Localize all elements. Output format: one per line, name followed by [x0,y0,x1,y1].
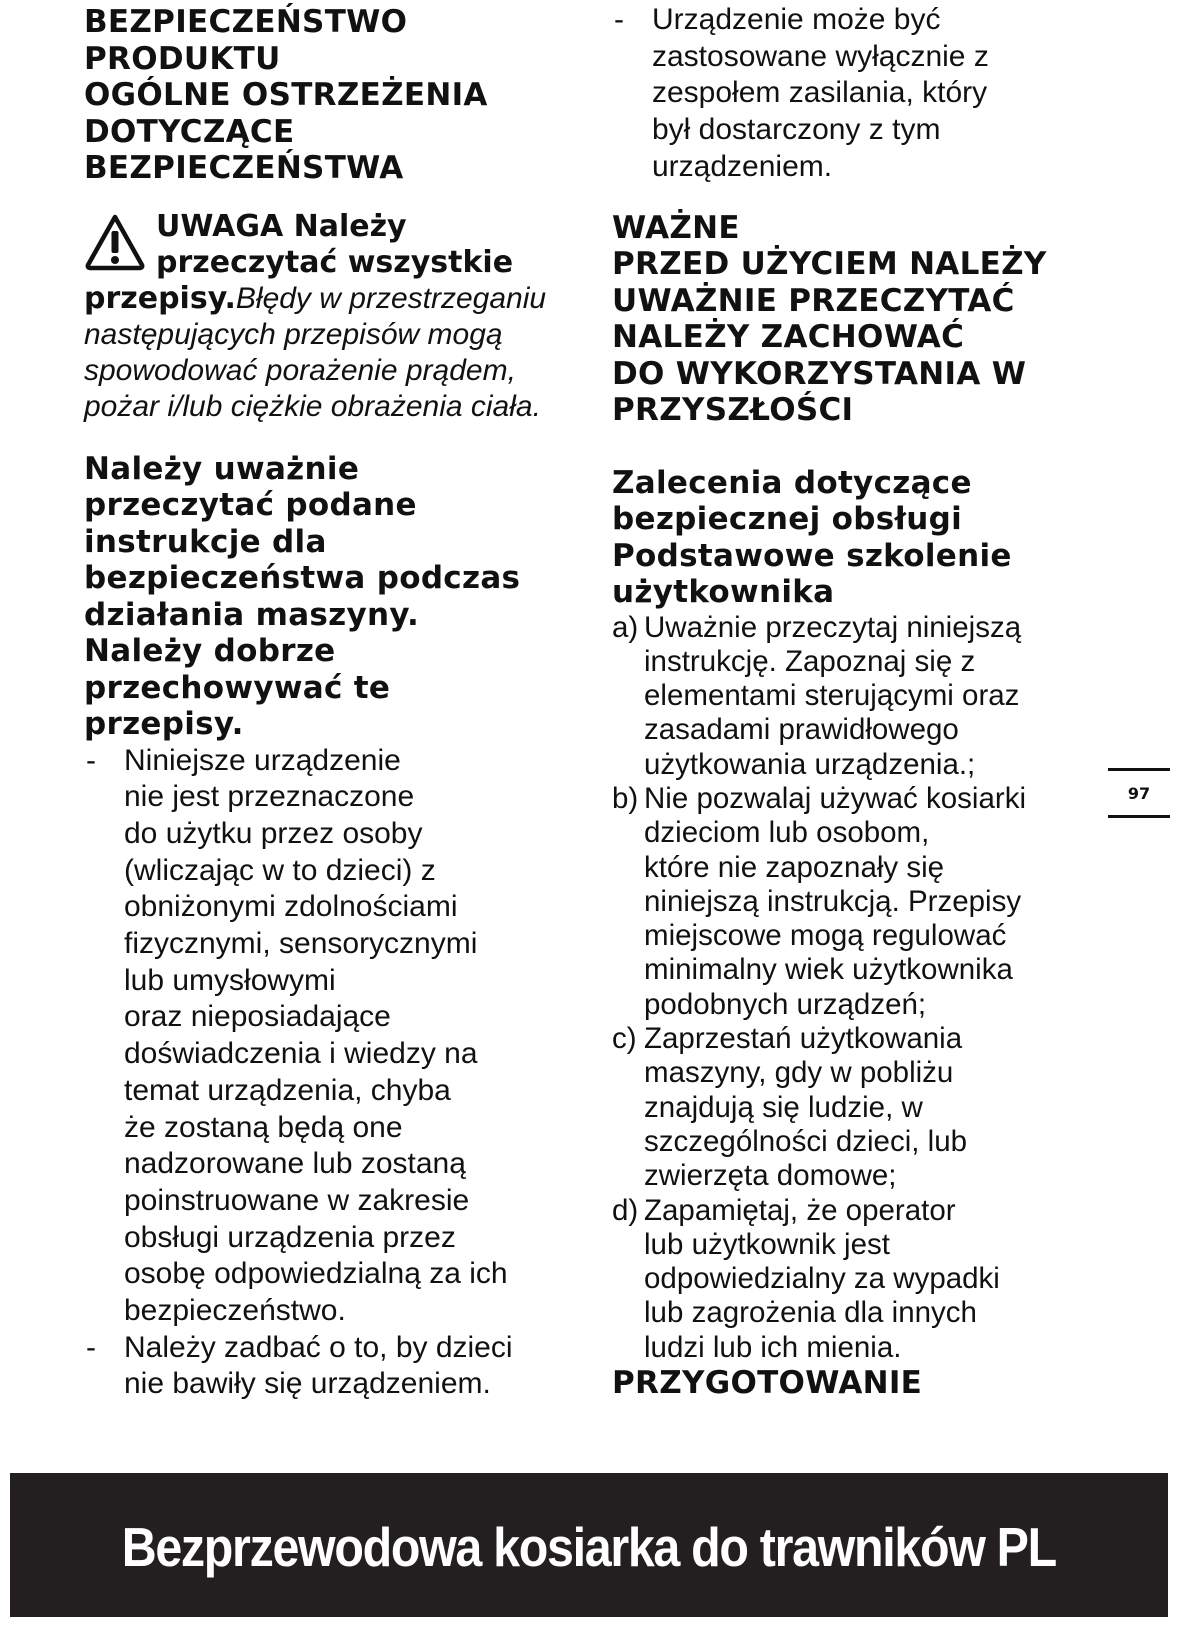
item-marker: d) [612,1193,639,1227]
line: maszyny, gdy w pobliżu [644,1056,954,1090]
line: elementami sterującymi oraz [644,679,1020,713]
line: - Niniejsze urządzenie [124,743,401,777]
line: podobnych urządzeń; [644,987,927,1021]
line: że zostaną będą one [124,1110,403,1144]
line: instrukcję. Zapoznaj się z [644,644,976,678]
heading-line: BEZPIECZEŃSTWO [84,4,408,40]
line: nie jest przeznaczone [124,780,415,814]
line: Uważnie przeczytaj niniejszą [644,610,1022,644]
line: poinstruowane w zakresie [124,1183,470,1217]
line: - Urządzenie może być [652,3,941,36]
list-item [84,1330,574,1403]
right-dash-list [612,2,1112,186]
line: nie bawiły się urządzeniem. [124,1367,491,1401]
item-marker: a) [612,610,639,644]
line: oraz nieposiadające [124,1000,391,1034]
line: zespołem zasilania, który [652,76,988,110]
line: obsługi urządzenia przez [124,1220,456,1254]
heading-line: BEZPIECZEŃSTWA [84,150,404,186]
instructions-list [612,611,1112,1366]
line: bezpieczeństwo. [124,1294,346,1328]
line: szczególności dzieci, lub [644,1124,968,1158]
list-item [612,1194,1112,1365]
important-heading [612,210,1112,429]
line: znajdują się ludzie, w [644,1090,923,1124]
intro-line: bezpieczeństwa podczas [84,560,521,596]
line: (wliczając w to dzieci) z [124,853,436,887]
heading-line: użytkownika [612,574,835,611]
heading-line: PRZYSZŁOŚCI [612,392,854,429]
line: odpowiedzialny za wypadki [644,1262,1000,1296]
line: był dostarczony z tym [652,113,941,147]
list-item [84,743,574,1330]
warning-block [84,209,574,425]
heading-line: bezpiecznej obsługi [612,501,963,538]
line: obniżonymi zdolnościami [124,890,458,924]
list-item [612,1022,1112,1193]
intro-line: instrukcje dla [84,523,327,560]
list-item [612,2,1112,186]
item-marker: c) [612,1022,637,1056]
heading-line: NALEŻY ZACHOWAĆ [612,319,965,356]
line: które nie zapoznały się [644,850,945,884]
intro-line: przeczytać podane [84,487,417,523]
line: fizycznymi, sensorycznymi [124,927,478,961]
line: lub zagrożenia dla innych [644,1296,977,1330]
page-number: 97 [1108,768,1170,818]
heading-line: DOTYCZĄCE [84,113,295,150]
line: lub umysłowymi [124,963,336,997]
heading-line: WAŻNE [612,209,740,246]
warning-bold-text: UWAGA Należy przeczytać wszystkie przepisy. [84,208,514,316]
line: miejscowe mogą regulować [644,919,1007,953]
warning-triangle-icon [84,213,146,271]
line: ludzi lub ich mienia. [644,1330,902,1364]
section-heading [612,465,1112,611]
line: zwierzęta domowe; [644,1159,897,1193]
item-marker: b) [612,782,639,815]
line: dzieciom lub osobom, [644,816,930,850]
line: użytkowania urządzenia.; [644,747,976,781]
line: Zapamiętaj, że operator [644,1193,956,1227]
heading-line: Zalecenia dotyczące [612,464,972,501]
warning-italic-text: Błędy w przestrzeganiu następujących przepisów mogą spowodować porażenie prądem, pożar i/lub ciężkie obrażenia ciała. [84,281,547,423]
line: nadzorowane lub zostaną [124,1147,466,1181]
intro-line: przepisy. [84,706,244,742]
footer-banner [10,1473,1168,1617]
intro-line: przechowywać te [84,669,391,706]
footer-title: Bezprzewodowa kosiarka do trawników PL [121,1516,1057,1578]
line: temat urządzenia, chyba [124,1073,451,1107]
left-dash-list [84,743,574,1404]
heading-line: PRODUKTU [84,40,281,77]
right-column [612,0,1112,1402]
line: osobę odpowiedzialną za ich [124,1257,508,1291]
intro-line: Należy uważnie [84,450,360,487]
safety-heading [84,4,574,187]
line: zastosowane wyłącznie z [652,39,989,73]
list-item [612,782,1112,1022]
list-item [612,611,1112,782]
line: urządzeniem. [652,149,833,183]
line: zasadami prawidłowego [644,713,959,747]
line: Zaprzestań użytkowania [644,1022,963,1056]
line: Nie pozwalaj używać kosiarki [644,782,1027,815]
line: lub użytkownik jest [644,1227,890,1261]
heading-line: PRZED UŻYCIEM NALEŻY [612,246,1047,283]
heading-line: Podstawowe szkolenie [612,537,1012,574]
line: doświadczenia i wiedzy na [124,1037,478,1071]
intro-line: działania maszyny. [84,596,420,633]
line: minimalny wiek użytkownika [644,953,1013,987]
intro-line: Należy dobrze [84,633,336,669]
left-column [84,0,574,1403]
line: niniejszą instrukcją. Przepisy [644,884,1022,918]
line: do użytku przez osoby [124,816,423,850]
heading-line: UWAŻNIE PRZECZYTAĆ [612,282,1015,319]
heading-line: OGÓLNE OSTRZEŻENIA [84,77,488,113]
line: - Należy zadbać o to, by dzieci [124,1330,513,1364]
heading-line: DO WYKORZYSTANIA W [612,355,1027,392]
preparation-heading: PRZYGOTOWANIE [612,1365,923,1402]
intro-bold-text [84,451,574,743]
